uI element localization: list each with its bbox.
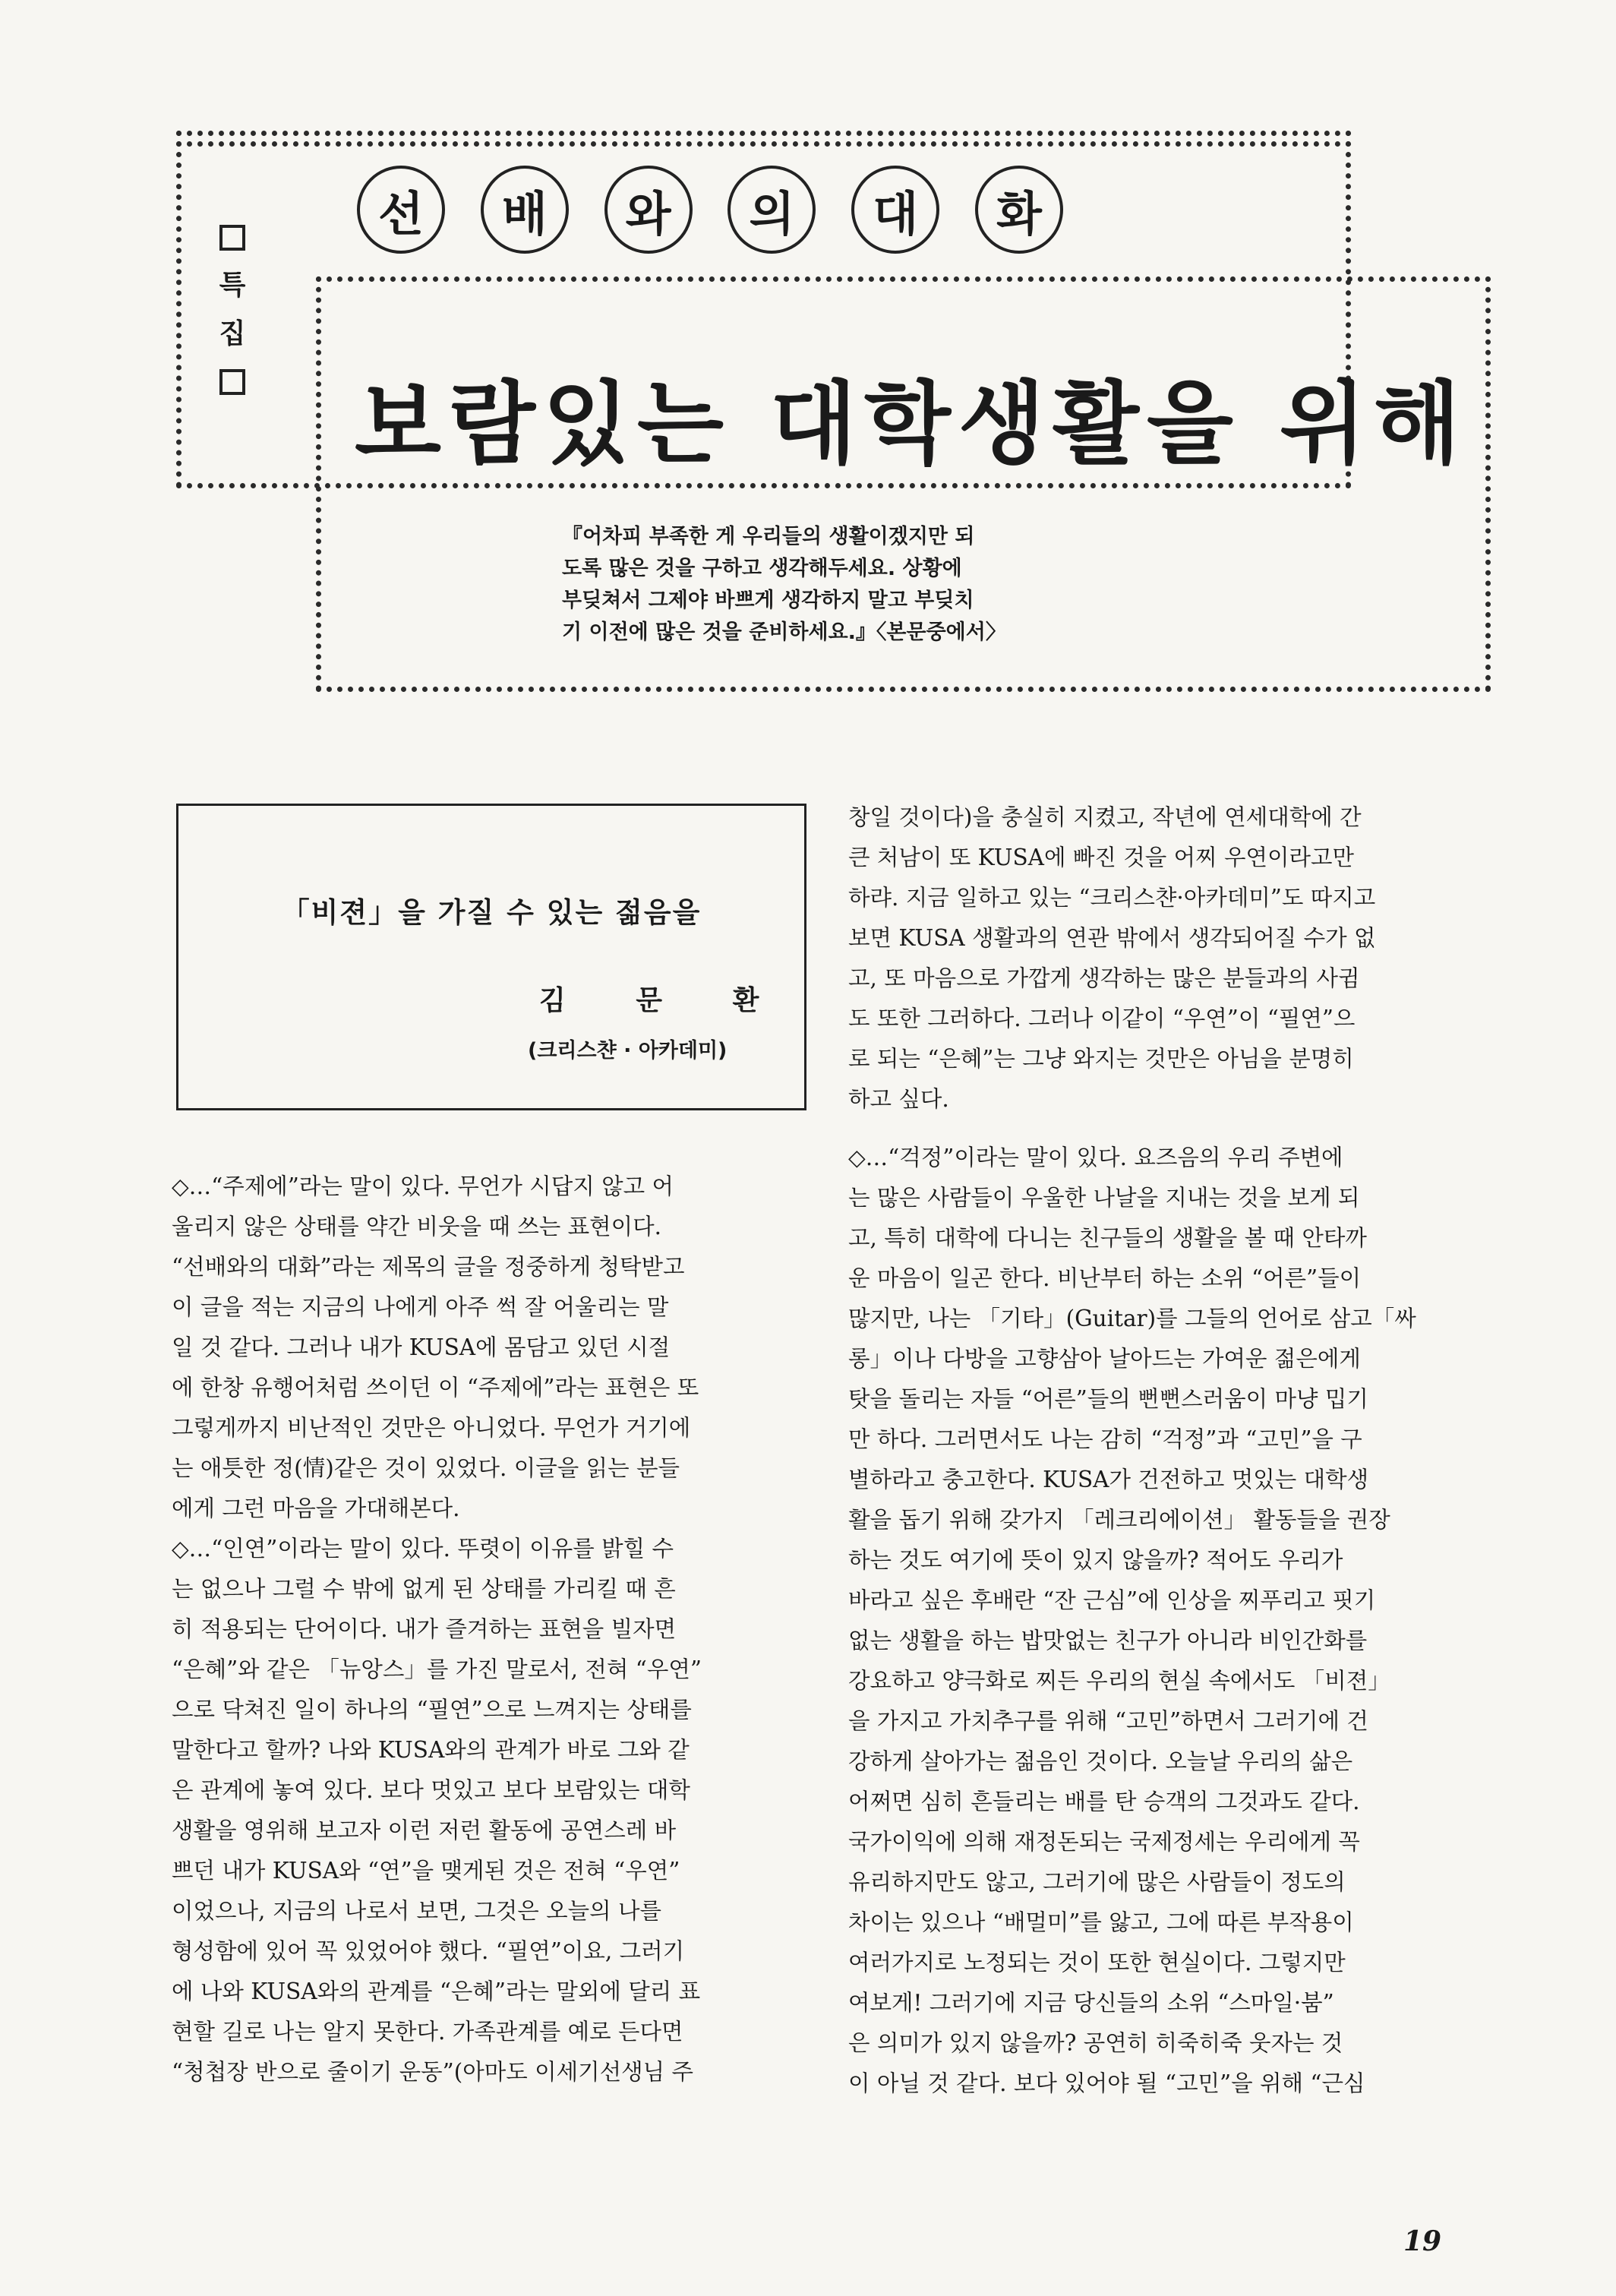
text-line: 큰 처남이 또 KUSA에 빠진 것을 어찌 우연이라고만 [848,845,1354,870]
text-line: 은 관계에 놓여 있다. 보다 멋있고 보다 보람있는 대학 [172,1777,690,1803]
text-line: 없는 생활을 하는 밥맛없는 친구가 아니라 비인간화를 [848,1628,1368,1653]
text-line: 활을 돕기 위해 갖가지 「레크리에이션」 활동들을 권장 [848,1507,1390,1533]
text-line: 은 의미가 있지 않을까? 공연히 히죽히죽 웃자는 것 [848,2030,1343,2056]
text-line: 에게 그런 마음을 가대해본다. [172,1495,460,1521]
label-char: 특 [219,270,246,301]
series-title [357,164,1063,255]
text-line: 하랴. 지금 일하고 있는 “크리스챤·아카데미”도 따지고 [848,885,1376,911]
paragraph-gap [848,1120,1501,1138]
quote-line: 부딪쳐서 그제야 바쁘게 생각하지 말고 부딪치 [562,589,974,612]
frame-outer-top [176,131,1352,136]
text-line: 일 것 같다. 그러나 내가 KUSA에 몸담고 있던 시절 [172,1334,671,1360]
text-line: 고, 특히 대학에 다니는 친구들의 생활을 볼 때 안타까 [848,1225,1367,1251]
text-line: ◇…“인연”이라는 말이 있다. 뚜렷이 이유를 밝힐 수 [172,1536,674,1562]
text-line: 고, 또 마음으로 가깝게 생각하는 많은 분들과의 사귐 [848,965,1360,991]
author-affiliation: (크리스챤 · 아카데미) [528,1039,728,1063]
series-char: 화 [975,166,1063,254]
frame-outer-bottom [176,483,1352,488]
text-line: 이었으나, 지금의 나로서 보면, 그것은 오늘의 나를 [172,1898,661,1924]
text-line: 이 글을 적는 지금의 나에게 아주 썩 잘 어울리는 말 [172,1294,669,1320]
text-line: 울리지 않은 상태를 약간 비웃을 때 쓰는 표현이다. [172,1214,661,1240]
text-line: 어쩌면 심히 흔들리는 배를 탄 승객의 그것과도 같다. [848,1789,1360,1814]
text-line: 는 없으나 그럴 수 밖에 없게 된 상태를 가리킬 때 흔 [172,1576,676,1602]
text-line: 하는 것도 여기에 뜻이 있지 않을까? 적어도 우리가 [848,1547,1343,1573]
article-title: 「비젼」을 가질 수 있는 젊음을 [281,896,702,929]
text-line: 강요하고 양극화로 찌든 우리의 현실 속에서도 「비젼」 [848,1668,1390,1694]
text-line: 차이는 있으나 “배멀미”를 앓고, 그에 따른 부작용이 [848,1909,1354,1935]
text-line: 보면 KUSA 생활과의 연관 밖에서 생각되어질 수가 없 [848,925,1376,951]
series-char: 배 [481,166,569,254]
text-line: 현할 길로 나는 알지 못한다. 가족관계를 예로 든다면 [172,2019,683,2045]
text-line: 히 적용되는 단어이다. 내가 즐겨하는 표현을 빌자면 [172,1616,677,1642]
text-line: “선배와의 대화”라는 제목의 글을 정중하게 청탁받고 [172,1254,685,1280]
body-column-left [172,1167,813,2092]
quote-line: 도록 많은 것을 구하고 생각해두세요. 상황에 [562,557,962,580]
text-line: 국가이익에 의해 재정돈되는 국제정세는 우리에게 꼭 [848,1829,1360,1855]
text-line: 쁘던 내가 KUSA와 “연”을 맺게된 것은 전혀 “우연” [172,1858,680,1884]
frame-inner-top [316,276,1491,282]
special-feature-label [217,225,248,395]
series-char: 대 [851,166,939,254]
text-line: 도 또한 그러하다. 그러나 이같이 “우연”이 “필연”으 [848,1006,1356,1031]
text-line: 만 하다. 그러면서도 나는 감히 “걱정”과 “고민”을 구 [848,1426,1362,1452]
frame-outer-left [176,131,181,488]
square-icon [219,369,245,395]
text-line: “청첩장 반으로 줄이기 운동”(아마도 이세기선생님 주 [172,2059,693,2085]
frame-inner-left [316,276,321,691]
text-line: 그렇게까지 비난적인 것만은 아니었다. 무언가 거기에 [172,1415,691,1441]
text-line: 는 많은 사람들이 우울한 나날을 지내는 것을 보게 되 [848,1185,1360,1211]
text-line: 강하게 살아가는 젊음인 것이다. 오늘날 우리의 삶은 [848,1748,1353,1774]
text-line: 말한다고 할까? 나와 KUSA와의 관계가 바로 그와 같 [172,1737,690,1763]
text-line: ◇…“주제에”라는 말이 있다. 무언가 시답지 않고 어 [172,1173,674,1199]
label-char: 집 [219,318,246,349]
text-line: 유리하지만도 않고, 그러기에 많은 사람들이 정도의 [848,1869,1346,1895]
text-line: 별하라고 충고한다. KUSA가 건전하고 멋있는 대학생 [848,1467,1369,1492]
page-number: 19 [1403,2225,1442,2257]
series-char: 의 [728,166,816,254]
text-line: 많지만, 나는 「기타」(Guitar)를 그들의 언어로 삼고「싸 [848,1306,1416,1331]
quote-line: 『어차피 부족한 게 우리들의 생활이겠지만 되 [562,525,975,548]
text-line: 하고 싶다. [848,1086,949,1112]
byline-box [176,804,806,1110]
square-icon [219,225,245,251]
text-line: 창일 것이다)을 충실히 지켰고, 작년에 연세대학에 간 [848,804,1362,830]
series-char: 와 [604,166,693,254]
frame-outer-top-2 [176,141,1352,147]
text-line: 형성함에 있어 꼭 있었어야 했다. “필연”이요, 그러기 [172,1938,685,1964]
text-line: 롱」이나 다방을 고향삼아 날아드는 가여운 젊은에게 [848,1346,1361,1372]
text-line: ◇…“걱정”이라는 말이 있다. 요즈음의 우리 주변에 [848,1145,1343,1170]
text-line: 에 나와 KUSA와의 관계를 “은혜”라는 말외에 달리 표 [172,1979,701,2004]
pull-quote [562,521,1185,649]
text-line: 는 애틋한 정(情)같은 것이 있었다. 이글을 읽는 분들 [172,1455,680,1481]
text-line: 을 가지고 가치추구를 위해 “고민”하면서 그러기에 건 [848,1708,1368,1734]
text-line: 로 되는 “은혜”는 그냥 와지는 것만은 아님을 분명히 [848,1046,1354,1072]
text-line: 운 마음이 일곤 한다. 비난부터 하는 소위 “어른”들이 [848,1265,1362,1291]
text-line: 바라고 싶은 후배란 “잔 근심”에 인상을 찌푸리고 핏기 [848,1587,1376,1613]
frame-inner-right [1485,276,1491,691]
author-name: 김 문 환 [539,984,790,1016]
text-line: 이 아닐 것 같다. 보다 있어야 될 “고민”을 위해 “근심 [848,2070,1365,2096]
main-title: 보람있는 대학생활을 위해 [354,371,1469,476]
body-column-right [848,797,1501,2104]
text-line: 여보게! 그러기에 지금 당신들의 소위 “스마일·붐” [848,1990,1334,2016]
text-line: 에 한창 유행어처럼 쓰이던 이 “주제에”라는 표현은 또 [172,1375,699,1401]
text-line: 생활을 영위해 보고자 이런 저런 활동에 공연스레 바 [172,1818,677,1843]
frame-inner-bottom [316,687,1491,692]
text-line: 탓을 돌리는 자들 “어른”들의 뻔뻔스러움이 마냥 밉기 [848,1386,1368,1412]
text-line: 여러가지로 노정되는 것이 또한 현실이다. 그렇지만 [848,1950,1346,1975]
quote-line: 기 이전에 많은 것을 준비하세요.』〈본문중에서〉 [562,621,1006,644]
text-line: “은혜”와 같은 「뉴앙스」를 가진 말로서, 전혀 “우연” [172,1656,702,1682]
text-line: 으로 닥쳐진 일이 하나의 “필연”으로 느껴지는 상태를 [172,1697,692,1723]
series-char: 선 [357,166,445,254]
